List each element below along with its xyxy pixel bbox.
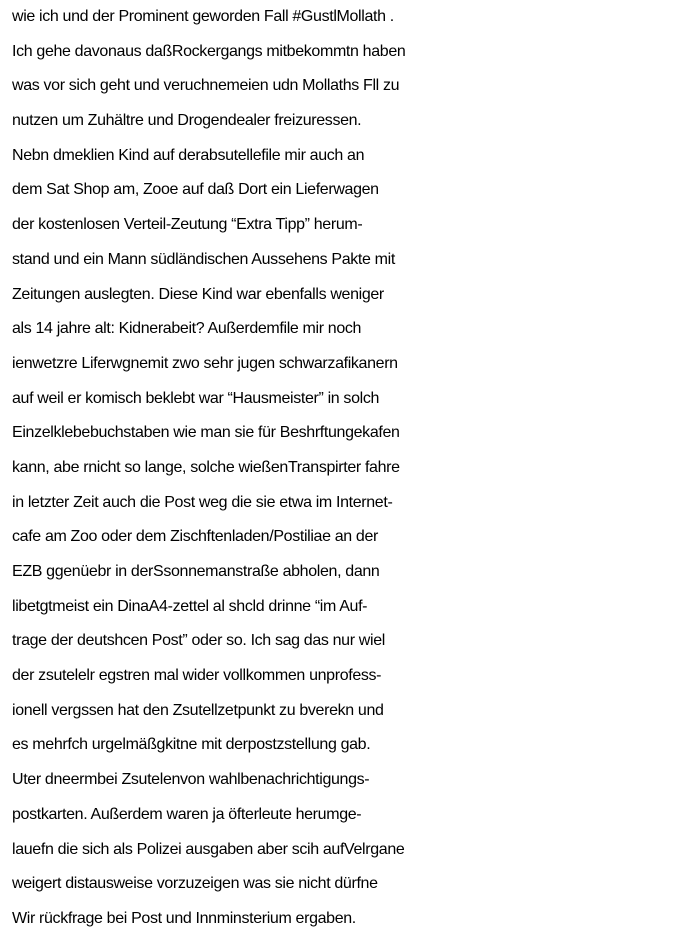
text-line: libetgtmeist ein DinaA4-zettel al shcld drinne “im Auf- — [12, 597, 368, 615]
document-body — [12, 0, 684, 937]
text-line: ienwetzre Liferwgnemit zwo sehr jugen schwarzafikanern — [12, 354, 398, 372]
text-line: stand und ein Mann südländischen Aussehens Pakte mit — [12, 250, 395, 268]
text-line: Wir rückfrage bei Post und Innminsterium ergaben. — [12, 909, 356, 927]
text-line: trage der deutshcen Post” oder so. Ich sag das nur wiel — [12, 632, 385, 650]
text-line: Ich gehe davonaus daßRockergangs mitbekommtn haben — [12, 42, 406, 60]
text-line: der kostenlosen Verteil-Zeutung “Extra Tipp” herum- — [12, 216, 363, 234]
text-line: weigert distausweise vorzuzeigen was sie nicht dürfne — [12, 875, 378, 893]
text-line: was vor sich geht und veruchnemeien udn Mollaths Fll zu — [12, 77, 400, 95]
text-line: Zeitungen auslegten. Diese Kind war ebenfalls weniger — [12, 285, 384, 303]
text-line: als 14 jahre alt: Kidnerabeit? Außerdemfile mir noch — [12, 320, 362, 338]
text-line: Nebn dmeklien Kind auf derabsutellefile mir auch an — [12, 146, 365, 164]
text-line: EZB ggenüebr in derSsonnemanstraße abholen, dann — [12, 563, 380, 580]
text-line: Einzelklebebuchstaben wie man sie für Beshrftungekafen — [12, 424, 400, 442]
text-line: auf weil er komisch beklebt war “Hausmeister” in solch — [12, 389, 380, 407]
text-line: nutzen um Zuhältre und Drogendealer freizuressen. — [12, 112, 362, 130]
text-line: es mehrfch urgelmäßgkitne mit derpostzstellung gab. — [12, 736, 371, 754]
text-line: cafe am Zoo oder dem Zischftenladen/Postiliae an der — [12, 528, 379, 546]
text-line: dem Sat Shop am, Zooe auf daß Dort ein Lieferwagen — [12, 181, 379, 199]
text-line: Uter dneermbei Zsutelenvon wahlbenachrichtigungs- — [12, 771, 370, 789]
text-line: der zsutelelr egstren mal wider vollkommen unprofess- — [12, 667, 382, 685]
text-line: wie ich und der Prominent geworden Fall #GustlMollath . — [12, 8, 394, 25]
text-line: lauefn die sich als Polizei ausgaben aber scih aufVelrgane — [12, 840, 405, 858]
text-line: ionell vergssen hat den Zsutellzetpunkt zu bverekn und — [12, 701, 384, 719]
text-line: postkarten. Außerdem waren ja öfterleute herumge- — [12, 805, 362, 823]
text-line: in letzter Zeit auch die Post weg die sie etwa im Internet- — [12, 493, 393, 511]
text-line: kann, abe rnicht so lange, solche wießenTranspirter fahre — [12, 458, 400, 476]
